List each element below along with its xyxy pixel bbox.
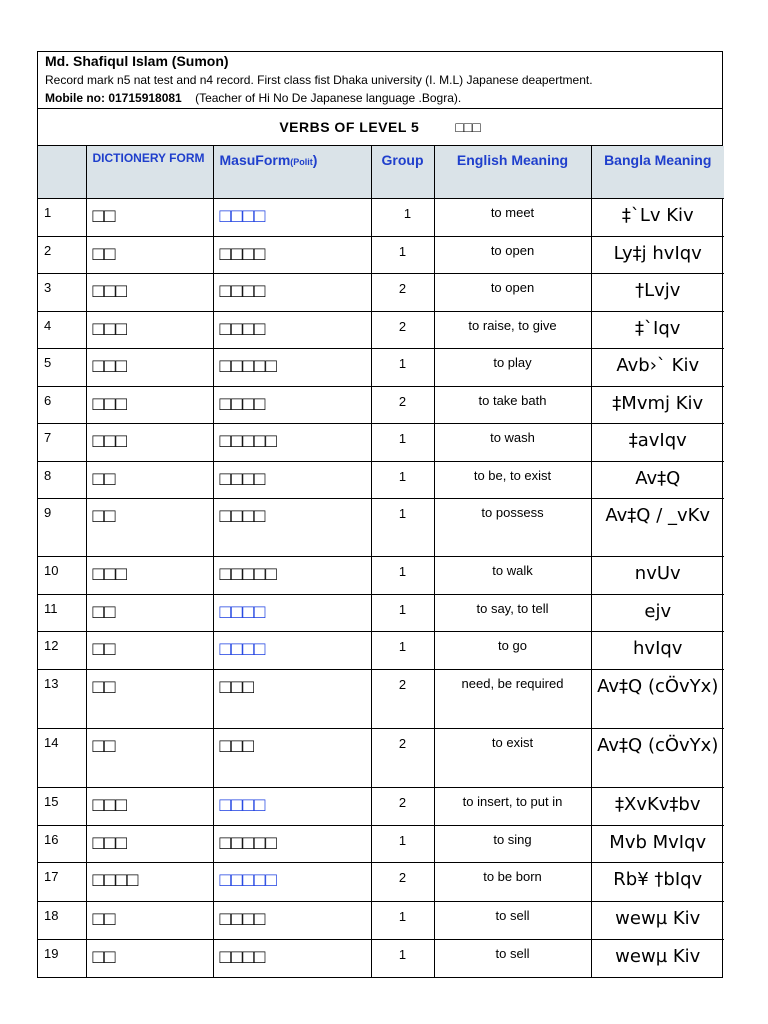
- bangla-meaning: Avb›` Kiv: [591, 349, 724, 387]
- dictionary-form: □□□: [86, 387, 213, 424]
- table-row: [38, 237, 724, 274]
- verb-sheet: [37, 51, 723, 978]
- dictionary-form: □□□: [86, 826, 213, 863]
- teacher-info: (Teacher of Hi No De Japanese language .Bogra).: [195, 91, 462, 105]
- table-row: [38, 499, 724, 557]
- verb-group: 1: [371, 499, 434, 557]
- dictionary-form: □□: [86, 632, 213, 670]
- bangla-meaning: Ly‡j hvIqv: [591, 237, 724, 274]
- masu-form: □□□□: [213, 632, 371, 670]
- dictionary-form: □□□: [86, 424, 213, 462]
- bangla-meaning: nvUv: [591, 557, 724, 595]
- english-meaning: to walk: [434, 557, 591, 595]
- english-meaning: to sing: [434, 826, 591, 863]
- english-meaning: to go: [434, 632, 591, 670]
- verb-group: 1: [371, 902, 434, 940]
- table-row: [38, 349, 724, 387]
- table-row: [38, 274, 724, 312]
- dictionary-form: □□□: [86, 788, 213, 826]
- title-japanese: □□□: [455, 119, 481, 135]
- english-meaning: to say, to tell: [434, 595, 591, 632]
- row-number: 9: [38, 499, 86, 557]
- masu-form: □□□□: [213, 902, 371, 940]
- row-number: 19: [38, 940, 86, 977]
- row-number: 1: [38, 199, 86, 237]
- bangla-meaning: ‡XvKv‡bv: [591, 788, 724, 826]
- dictionary-form: □□□□: [86, 863, 213, 902]
- header-masu-label: MasuForm: [219, 152, 291, 168]
- title-text: VERBS OF LEVEL 5: [279, 119, 420, 135]
- masu-form: □□□□□: [213, 557, 371, 595]
- masu-form: □□□□: [213, 387, 371, 424]
- masu-form: □□□: [213, 729, 371, 788]
- english-meaning: to be, to exist: [434, 462, 591, 499]
- row-number: 7: [38, 424, 86, 462]
- verbs-table-body: [38, 199, 724, 977]
- verb-group: 2: [371, 788, 434, 826]
- bangla-meaning: Av‡Q / _vKv: [591, 499, 724, 557]
- verb-group: 1: [371, 237, 434, 274]
- row-number: 3: [38, 274, 86, 312]
- row-number: 16: [38, 826, 86, 863]
- bangla-meaning: wewµ Kiv: [591, 940, 724, 977]
- verb-group: 1: [371, 557, 434, 595]
- bangla-meaning: ‡Mvmj Kiv: [591, 387, 724, 424]
- verb-group: 1: [371, 826, 434, 863]
- table-row: [38, 595, 724, 632]
- english-meaning: to meet: [434, 199, 591, 237]
- row-number: 18: [38, 902, 86, 940]
- dictionary-form: □□: [86, 199, 213, 237]
- header-masu-close: ): [312, 152, 318, 168]
- english-meaning: to possess: [434, 499, 591, 557]
- row-number: 12: [38, 632, 86, 670]
- header-english: English Meaning: [434, 146, 591, 199]
- masu-form: □□□□□: [213, 349, 371, 387]
- masu-form: □□□□: [213, 274, 371, 312]
- table-row: [38, 863, 724, 902]
- verb-group: 2: [371, 387, 434, 424]
- verb-group: 1: [371, 349, 434, 387]
- dictionary-form: □□□: [86, 274, 213, 312]
- table-row: [38, 670, 724, 729]
- verb-group: 2: [371, 274, 434, 312]
- header-bangla: Bangla Meaning: [591, 146, 724, 199]
- masu-form: □□□□: [213, 312, 371, 349]
- verb-group: 2: [371, 670, 434, 729]
- row-number: 17: [38, 863, 86, 902]
- bangla-meaning: wewµ Kiv: [591, 902, 724, 940]
- verb-group: 2: [371, 863, 434, 902]
- header-dictionary-form: DICTIONERY FORM: [86, 146, 213, 199]
- table-row: [38, 312, 724, 349]
- english-meaning: to raise, to give: [434, 312, 591, 349]
- table-row: [38, 826, 724, 863]
- english-meaning: to open: [434, 274, 591, 312]
- masu-form: □□□□□: [213, 826, 371, 863]
- dictionary-form: □□: [86, 237, 213, 274]
- table-row: [38, 387, 724, 424]
- author-record: Record mark n5 nat test and n4 record. First class fist Dhaka university (I. M.L) Japanese deapertment.: [45, 73, 593, 87]
- masu-form: □□□□: [213, 788, 371, 826]
- bangla-meaning: Av‡Q (cÖvYx): [591, 670, 724, 729]
- mobile-number: Mobile no: 01715918081: [45, 91, 182, 105]
- bangla-meaning: Av‡Q (cÖvYx): [591, 729, 724, 788]
- verb-group: 1: [371, 424, 434, 462]
- masu-form: □□□□: [213, 199, 371, 237]
- english-meaning: to play: [434, 349, 591, 387]
- bangla-meaning: Av‡Q: [591, 462, 724, 499]
- header-group: Group: [371, 146, 434, 199]
- table-row: [38, 557, 724, 595]
- table-header-row: [38, 146, 724, 199]
- masu-form: □□□□□: [213, 863, 371, 902]
- bangla-meaning: †Lvjv: [591, 274, 724, 312]
- dictionary-form: □□: [86, 940, 213, 977]
- author-header: [38, 52, 722, 109]
- verb-group: 2: [371, 312, 434, 349]
- row-number: 14: [38, 729, 86, 788]
- row-number: 8: [38, 462, 86, 499]
- bangla-meaning: ‡`Iqv: [591, 312, 724, 349]
- english-meaning: to be born: [434, 863, 591, 902]
- verb-group: 2: [371, 729, 434, 788]
- table-row: [38, 729, 724, 788]
- verb-group: 1: [371, 462, 434, 499]
- english-meaning: need, be required: [434, 670, 591, 729]
- row-number: 4: [38, 312, 86, 349]
- table-row: [38, 632, 724, 670]
- author-name: Md. Shafiqul Islam (Sumon): [45, 53, 229, 69]
- page-title: [38, 109, 722, 146]
- table-row: [38, 462, 724, 499]
- bangla-meaning: Rb¥ †bIqv: [591, 863, 724, 902]
- english-meaning: to sell: [434, 940, 591, 977]
- english-meaning: to insert, to put in: [434, 788, 591, 826]
- header-masu-polite: (Polit: [290, 157, 313, 167]
- masu-form: □□□□: [213, 940, 371, 977]
- english-meaning: to exist: [434, 729, 591, 788]
- table-row: [38, 424, 724, 462]
- row-number: 10: [38, 557, 86, 595]
- dictionary-form: □□□: [86, 312, 213, 349]
- masu-form: □□□□: [213, 499, 371, 557]
- dictionary-form: □□: [86, 499, 213, 557]
- verb-group: 1: [371, 940, 434, 977]
- table-row: [38, 902, 724, 940]
- table-row: [38, 199, 724, 237]
- dictionary-form: □□: [86, 670, 213, 729]
- dictionary-form: □□: [86, 462, 213, 499]
- dictionary-form: □□□: [86, 557, 213, 595]
- table-row: [38, 788, 724, 826]
- dictionary-form: □□: [86, 595, 213, 632]
- row-number: 11: [38, 595, 86, 632]
- row-number: 2: [38, 237, 86, 274]
- table-row: [38, 940, 724, 977]
- verb-group: 1: [371, 595, 434, 632]
- author-contact: [45, 90, 715, 107]
- dictionary-form: □□: [86, 902, 213, 940]
- masu-form: □□□□: [213, 595, 371, 632]
- row-number: 5: [38, 349, 86, 387]
- row-number: 13: [38, 670, 86, 729]
- dictionary-form: □□□: [86, 349, 213, 387]
- masu-form: □□□□: [213, 462, 371, 499]
- verbs-table: [38, 146, 724, 977]
- english-meaning: to open: [434, 237, 591, 274]
- bangla-meaning: hvIqv: [591, 632, 724, 670]
- row-number: 6: [38, 387, 86, 424]
- verb-group: 1: [371, 632, 434, 670]
- bangla-meaning: Mvb MvIqv: [591, 826, 724, 863]
- bangla-meaning: ‡`Lv Kiv: [591, 199, 724, 237]
- bangla-meaning: ‡avIqv: [591, 424, 724, 462]
- header-index: [38, 146, 86, 199]
- bangla-meaning: ejv: [591, 595, 724, 632]
- masu-form: □□□: [213, 670, 371, 729]
- header-masu-form: [213, 146, 371, 199]
- dictionary-form: □□: [86, 729, 213, 788]
- masu-form: □□□□□: [213, 424, 371, 462]
- english-meaning: to take bath: [434, 387, 591, 424]
- row-number: 15: [38, 788, 86, 826]
- english-meaning: to sell: [434, 902, 591, 940]
- verb-group: 1: [371, 199, 434, 237]
- masu-form: □□□□: [213, 237, 371, 274]
- english-meaning: to wash: [434, 424, 591, 462]
